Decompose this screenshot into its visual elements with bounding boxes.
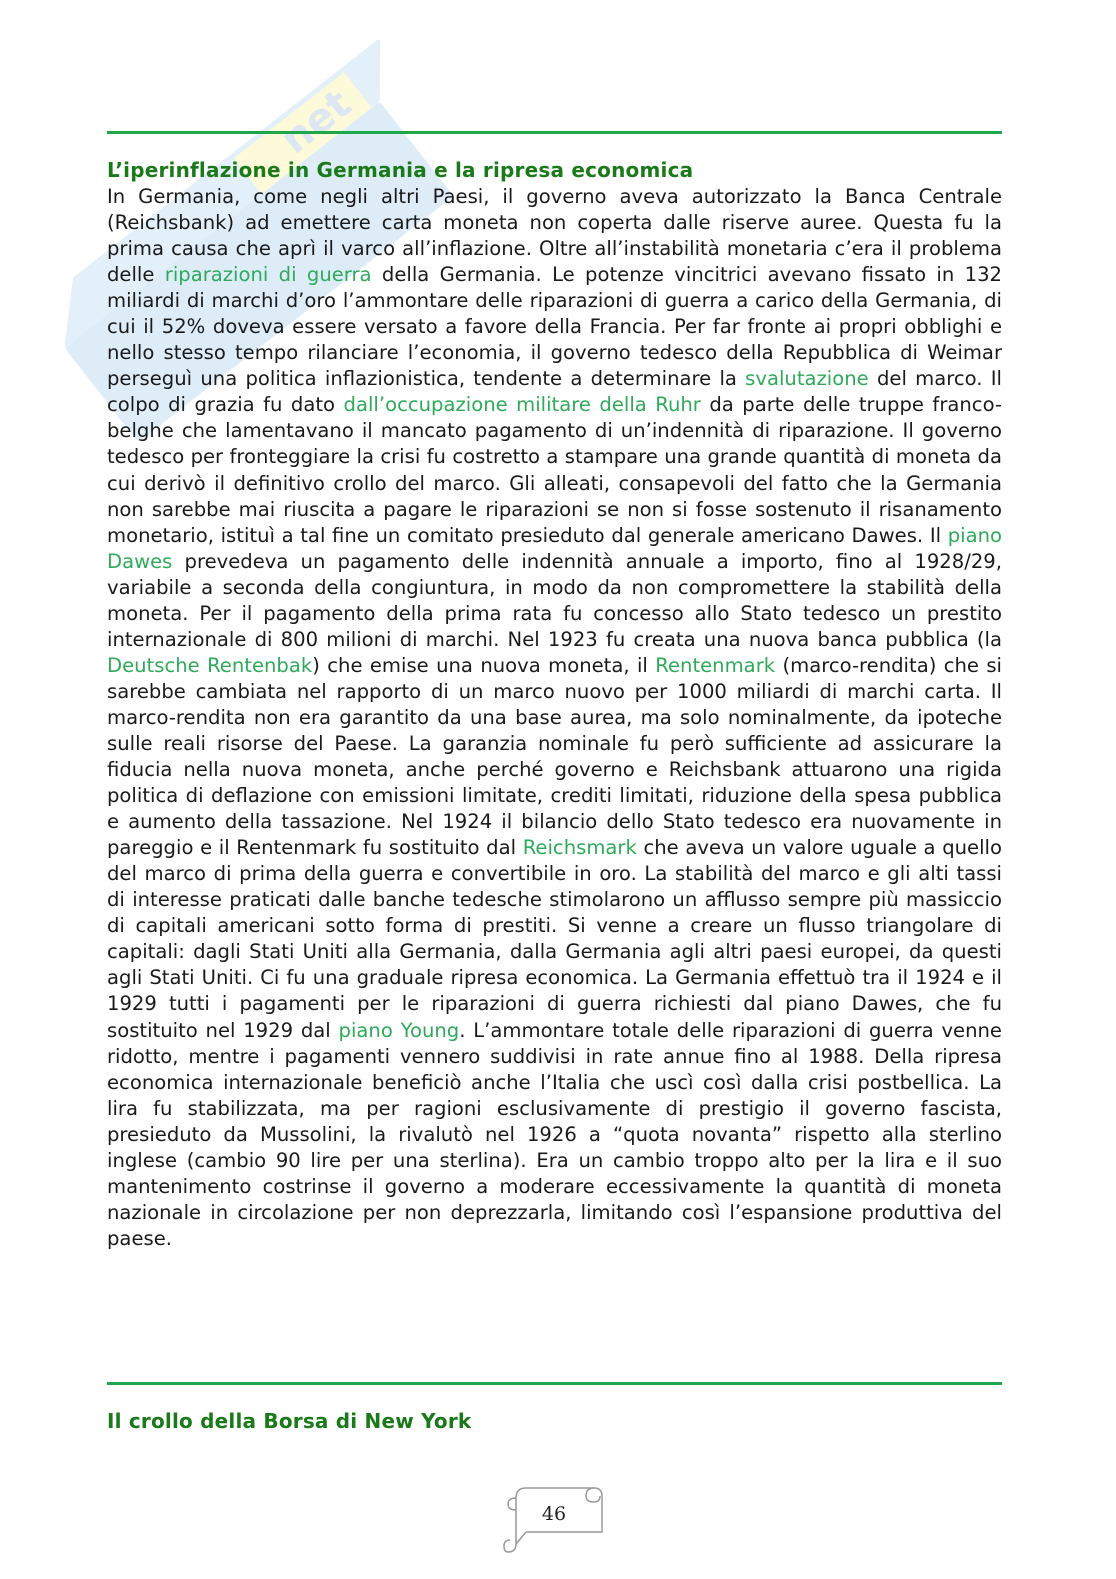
key-term: riparazioni di guerra (164, 263, 372, 287)
section-title-hyperinflation: L’iperinflazione in Germania e la ripresa economica (107, 158, 694, 182)
paragraph-text: del marco. Il colpo di grazia fu dato (107, 367, 1002, 417)
key-term: Rentenmark (655, 653, 776, 677)
section-title-new-york-crash: Il crollo della Borsa di New York (107, 1409, 472, 1433)
bottom-divider (107, 1382, 1002, 1385)
key-term: dall’occupazione militare della Ruhr (343, 393, 701, 417)
key-term: Deutsche Rentenbak (107, 653, 313, 677)
paragraph-text: da parte delle truppe franco-belghe che lamentavano il mancato pagamento di un’indennità di riparazione. Il governo tedesco per fronteggiare la crisi fu costretto a stampare una grande quantità di moneta da cui derivò il definitivo crollo del marco. Gli alleati, consapevoli del fatto che la Germania non sarebbe mai riuscita a pagare le riparazioni se non si fosse sostenuto il risanamento monetario, istituì a tal fine un comitato presieduto dal generale americano Dawes. Il (107, 393, 1002, 547)
svg-text:net: net (272, 80, 360, 164)
page-number: 46 (541, 1503, 567, 1525)
paragraph-text: ) che emise una nuova moneta, il (312, 653, 656, 677)
key-term: piano Dawes (107, 523, 1002, 573)
key-term: piano Young (338, 1018, 460, 1042)
paragraph-text: prevedeva un pagamento delle indennità annuale a importo, fino al 1928/29, variabile a seconda della congiuntura, in modo da non compromettere la stabilità della moneta. Per il pagamento della prima rata fu concesso allo Stato tedesco un prestito internazionale di 800 milioni di marchi. Nel 1923 fu creata una nuova banca pubblica (la (107, 549, 1002, 651)
paragraph-text: In Germania, come negli altri Paesi, il governo aveva autorizzato la Banca Centrale (Reichsbank) ad emettere carta moneta non coperta dalle riserve auree. Questa fu la prima causa che aprì il varco all’inflazione. Oltre all’instabilità monetaria c’era il problema delle (107, 185, 1002, 287)
body-paragraph (107, 184, 1002, 1252)
paragraph-text: (marco-rendita) che si sarebbe cambiata nel rapporto di un marco nuovo per 1000 miliardi di marchi carta. Il marco-rendita non era garantito da una base aurea, ma solo nominalmente, da ipoteche sulle reali risorse del Paese. La garanzia nominale fu però sufficiente ad assicurare la fiducia nella nuova moneta, anche perché governo e Reichsbank attuarono una rigida politica di deflazione con emissioni limitate, crediti limitati, riduzione della spesa pubblica e aumento della tassazione. Nel 1924 il bilancio dello Stato tedesco era nuovamente in pareggio e il Rentenmark fu sostituito dal (107, 653, 1002, 860)
paragraph-text: che aveva un valore uguale a quello del marco di prima della guerra e convertibile in oro. La stabilità del marco e gli alti tassi di interesse praticati dalle banche tedesche stimolarono un afflusso sempre più massiccio di capitali americani sotto forma di prestiti. Si venne a creare un flusso triangolare di capitali: dagli Stati Uniti alla Germania, dalla Germania agli altri paesi europei, da questi agli Stati Uniti. Ci fu una graduale ripresa economica. La Germania effettuò tra il 1924 e il 1929 tutti i pagamenti per le riparazioni di guerra richiesti dal piano Dawes, che fu sostituito nel 1929 dal (107, 836, 1002, 1042)
top-divider (107, 131, 1002, 134)
key-term: svalutazione (745, 367, 869, 391)
paragraph-text: della Germania. Le potenze vincitrici avevano fissato in 132 miliardi di marchi d’oro l’ammontare delle riparazioni di guerra a carico della Germania, di cui il 52% doveva essere versato a favore della Francia. Per far fronte ai propri obblighi e nello stesso tempo rilanciare l’economia, il governo tedesco della Repubblica di Weimar perseguì una politica inflazionistica, tendente a determinare la (107, 263, 1003, 391)
key-term: Reichsmark (522, 836, 637, 860)
paragraph-text: . L’ammontare totale delle riparazioni di guerra venne ridotto, mentre i pagamenti vennero suddivisi in rate annue fino al 1988. Della ripresa economica internazionale beneficiò anche l’Italia che uscì così dalla crisi postbellica. La lira fu stabilizzata, ma per ragioni esclusivamente di prestigio il governo fascista, presieduto da Mussolini, la rivalutò nel 1926 a “quota novanta” rispetto alla sterlino inglese (cambio 90 lire per una sterlina). Era un cambio troppo alto per la lira e il suo mantenimento costrinse il governo a moderare eccessivamente la quantità di moneta nazionale in circolazione per non deprezzarla, limitando così l’espansione produttiva del paese. (107, 1018, 1002, 1250)
